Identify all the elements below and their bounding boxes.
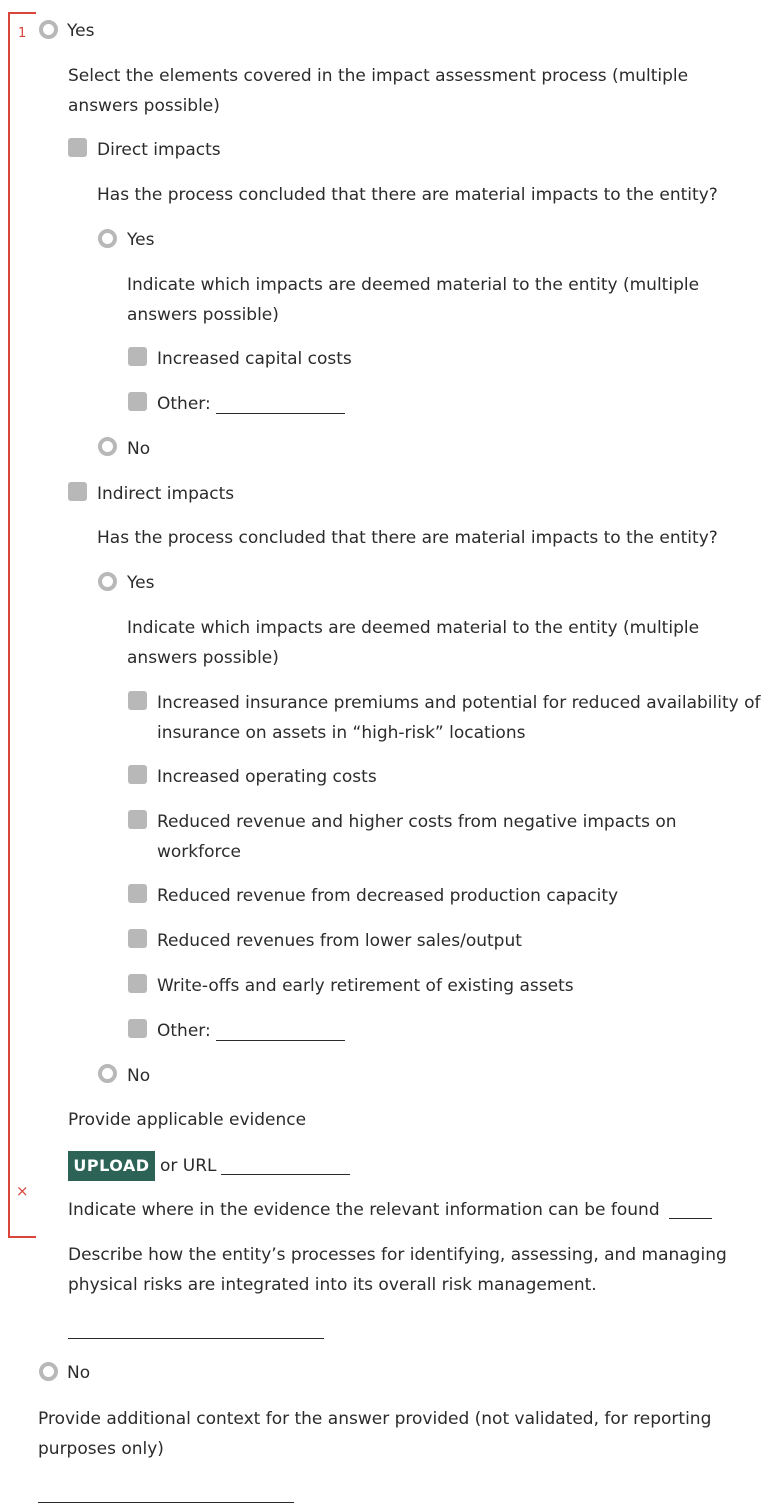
indirect-material-question: Has the process concluded that there are material impacts to the entity? [97, 528, 718, 548]
question-number-marker: 1 [18, 26, 27, 41]
direct-option-label: Increased capital costs [157, 349, 352, 369]
direct-other-checkbox[interactable] [128, 392, 147, 411]
indirect-option-label: Write-offs and early retirement of existing assets [157, 976, 574, 996]
indirect-impacts-prompt: Indicate which impacts are deemed material to the entity (multiple answers possible) [127, 618, 700, 668]
upload-button[interactable]: UPLOAD [68, 1151, 155, 1181]
direct-impacts-checkbox[interactable] [68, 138, 87, 157]
indirect-option-checkbox[interactable] [128, 974, 147, 993]
elements-prompt: Select the elements covered in the impact assessment process (multiple answers possible) [68, 66, 689, 116]
evidence-location-prompt: Indicate where in the evidence the relevant information can be found [68, 1200, 660, 1220]
direct-other-input[interactable] [216, 413, 345, 414]
indirect-option-checkbox[interactable] [128, 765, 147, 784]
direct-option-checkbox[interactable] [128, 347, 147, 366]
direct-other-label: Other: [157, 394, 211, 414]
direct-no-label: No [127, 439, 151, 459]
indirect-other-input[interactable] [216, 1040, 345, 1041]
url-input[interactable] [221, 1174, 350, 1175]
url-label: or URL [160, 1156, 217, 1176]
no-label: No [67, 1363, 91, 1383]
indirect-other-label: Other: [157, 1021, 211, 1041]
validation-bracket [8, 12, 10, 1238]
direct-impacts-label: Direct impacts [97, 140, 221, 160]
describe-input[interactable] [68, 1338, 324, 1339]
indirect-option-label: Reduced revenue and higher costs from negative impacts on workforce [157, 812, 677, 862]
direct-yes-label: Yes [127, 230, 155, 250]
indirect-option-label: Reduced revenue from decreased production capacity [157, 886, 619, 906]
indirect-option-checkbox[interactable] [128, 884, 147, 903]
direct-yes-radio[interactable] [98, 229, 117, 248]
indirect-no-label: No [127, 1066, 151, 1086]
context-input[interactable] [38, 1502, 294, 1503]
direct-no-radio[interactable] [98, 437, 117, 456]
indirect-option-label: Reduced revenues from lower sales/output [157, 931, 522, 951]
indirect-option-label: Increased insurance premiums and potential for reduced availability of insurance on assets in “high-risk” locations [157, 693, 761, 743]
indirect-option-checkbox[interactable] [128, 691, 147, 710]
error-x-icon: × [16, 1182, 29, 1200]
evidence-location-input[interactable] [669, 1218, 712, 1219]
direct-impacts-prompt: Indicate which impacts are deemed material to the entity (multiple answers possible) [127, 275, 700, 325]
indirect-yes-label: Yes [127, 573, 155, 593]
indirect-option-label: Increased operating costs [157, 767, 377, 787]
no-radio[interactable] [39, 1362, 58, 1381]
yes-label: Yes [67, 21, 95, 41]
evidence-label: Provide applicable evidence [68, 1110, 307, 1130]
indirect-no-radio[interactable] [98, 1064, 117, 1083]
validation-bracket-top [8, 12, 36, 14]
indirect-impacts-checkbox[interactable] [68, 482, 87, 501]
direct-material-question: Has the process concluded that there are material impacts to the entity? [97, 185, 718, 205]
indirect-impacts-label: Indirect impacts [97, 484, 235, 504]
describe-prompt: Describe how the entity’s processes for identifying, assessing, and managing physical risks are integrated into its overall risk management. [68, 1245, 727, 1295]
validation-bracket-bottom [8, 1236, 36, 1238]
indirect-option-checkbox[interactable] [128, 929, 147, 948]
indirect-yes-radio[interactable] [98, 572, 117, 591]
indirect-other-checkbox[interactable] [128, 1019, 147, 1038]
indirect-option-checkbox[interactable] [128, 810, 147, 829]
yes-radio[interactable] [39, 20, 58, 39]
context-prompt: Provide additional context for the answer provided (not validated, for reporting purposes only) [38, 1409, 712, 1459]
